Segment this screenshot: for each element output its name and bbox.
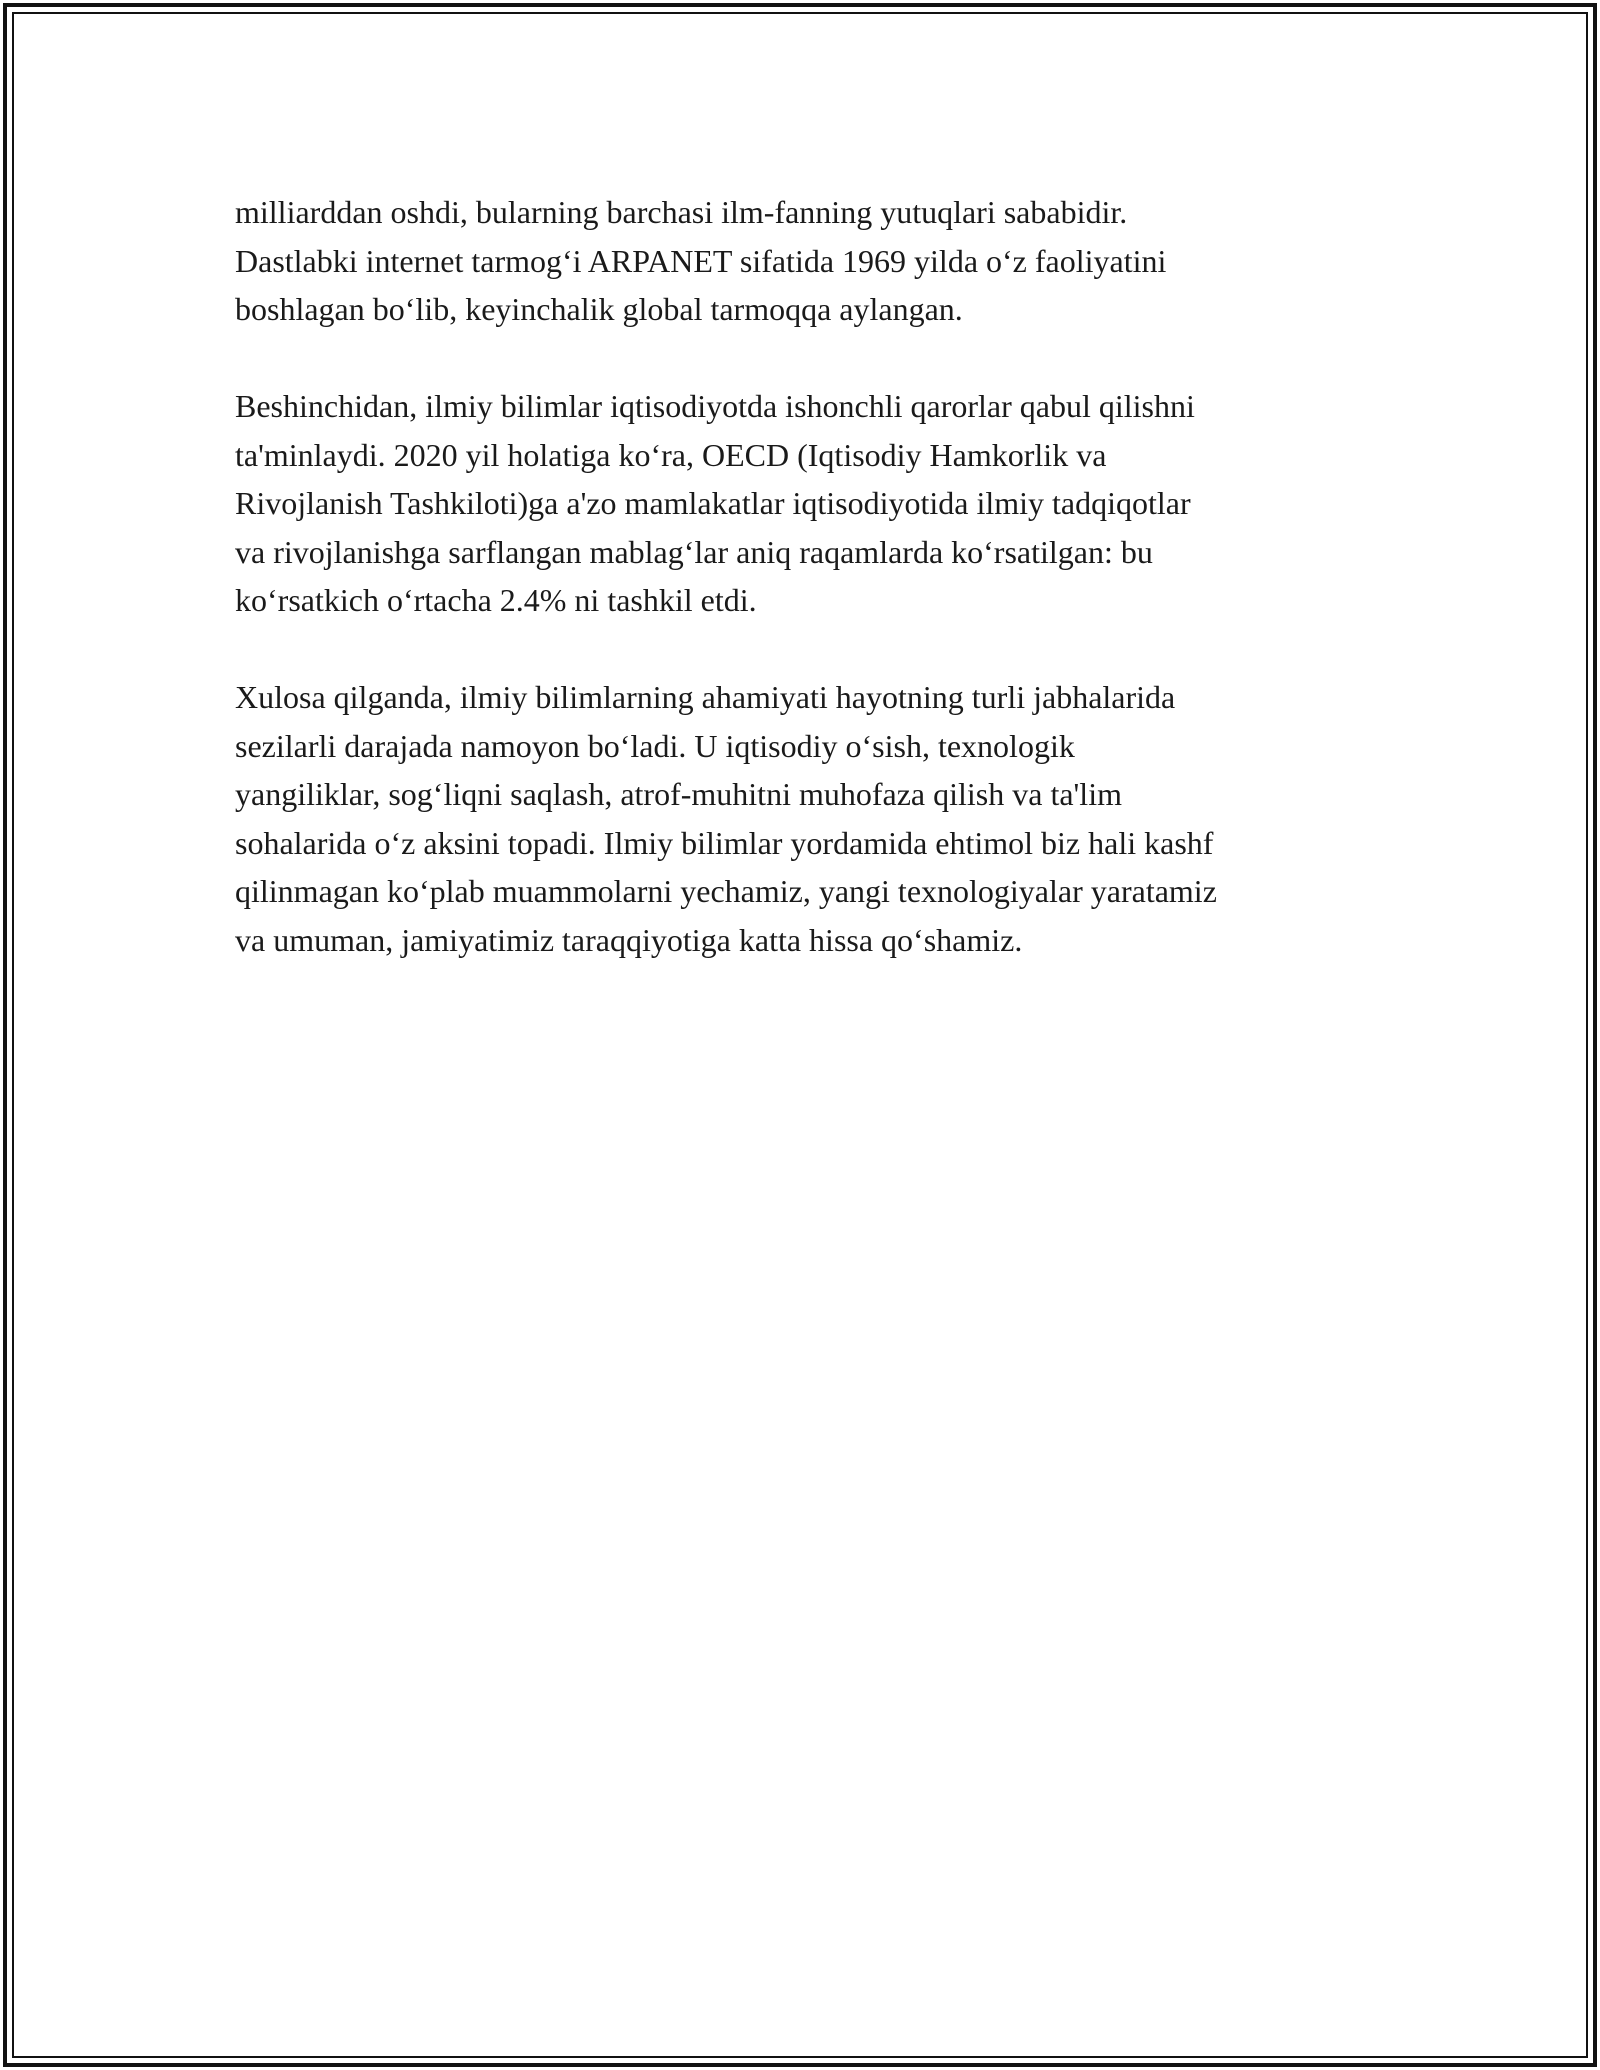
text-line: boshlagan bo‘lib, keyinchalik global tarmoqqa aylangan. — [235, 291, 963, 327]
text-line: ko‘rsatkich o‘rtacha 2.4% ni tashkil etdi. — [235, 582, 757, 618]
text-line: sohalarida o‘z aksini topadi. Ilmiy bilimlar yordamida ehtimol biz hali kashf — [235, 824, 1214, 861]
text-line: va rivojlanishga sarflangan mablag‘lar aniq raqamlarda ko‘rsatilgan: bu — [235, 533, 1153, 570]
text-line: sezilarli darajada namoyon bo‘ladi. U iqtisodiy o‘sish, texnologik — [235, 727, 1075, 764]
text-line: ta'minlaydi. 2020 yil holatiga ko‘ra, OECD (Iqtisodiy Hamkorlik va — [235, 436, 1107, 473]
text-line: Beshinchidan, ilmiy bilimlar iqtisodiyotda ishonchli qarorlar qabul qilishni — [235, 388, 1195, 424]
text-line: va umuman, jamiyatimiz taraqqiyotiga katta hissa qo‘shamiz. — [235, 921, 1023, 958]
text-line: milliarddan oshdi, bularning barchasi ilm-fanning yutuqlari sababidir. — [235, 194, 1128, 230]
text-line: Xulosa qilganda, ilmiy bilimlarning ahamiyati hayotning turli jabhalarida — [235, 679, 1176, 715]
text-line: Dastlabki internet tarmog‘i ARPANET sifatida 1969 yilda o‘z faoliyatini — [235, 242, 1167, 279]
paragraph-1 — [235, 188, 1395, 334]
text-line: Rivojlanish Tashkiloti)ga a'zo mamlakatlar iqtisodiyotida ilmiy tadqiqotlar — [235, 485, 1191, 521]
paragraph-2 — [235, 382, 1395, 625]
paragraph-3 — [235, 673, 1395, 964]
document-body — [235, 188, 1395, 1013]
text-line: qilinmagan ko‘plab muammolarni yechamiz, yangi texnologiyalar yaratamiz — [235, 873, 1217, 909]
text-line: yangiliklar, sog‘liqni saqlash, atrof-muhitni muhofaza qilish va ta'lim — [235, 776, 1122, 812]
